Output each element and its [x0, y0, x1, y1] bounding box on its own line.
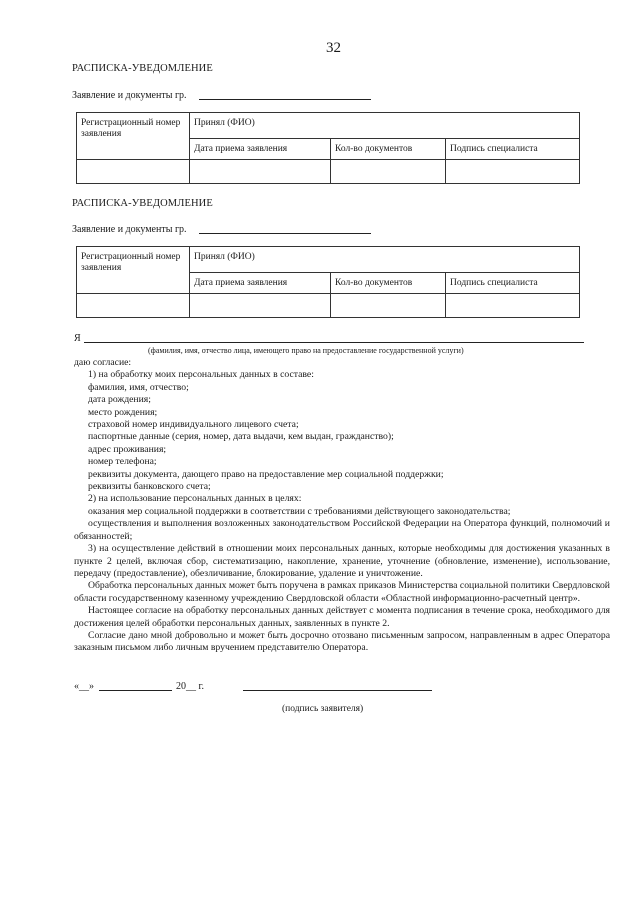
page-number: 32 [326, 40, 341, 56]
doc-count-cell[interactable] [331, 294, 446, 318]
reg-number-header: Регистрационный номер заявления [77, 247, 190, 294]
date-received-cell[interactable] [190, 160, 331, 184]
doc-count-header: Кол-во документов [331, 273, 446, 294]
consent-line: 1) на обработку моих персональных данных в составе: [88, 369, 314, 381]
consent-line: страховой номер индивидуального лицевого счета; [88, 419, 299, 431]
consent-line: Согласие дано мной добровольно и может быть досрочно отозвано письменным запросом, направленным в адрес Оператора заказным письмом либо личным вручением представителю Оператора. [74, 629, 610, 654]
ya-label: Я [74, 333, 81, 344]
date-received-cell[interactable] [190, 294, 331, 318]
applicant-name-line-2[interactable] [199, 233, 371, 234]
consent-line: паспортные данные (серия, номер, дата выдачи, кем выдан, гражданство); [88, 431, 394, 443]
consent-line: 2) на использование персональных данных в целях: [88, 493, 302, 505]
accepted-by-header: Принял (ФИО) [190, 247, 580, 273]
consent-line: дата рождения; [88, 394, 151, 406]
name-caption: (фамилия, имя, отчество лица, имеющего право на предоставление государственной услуги) [148, 346, 464, 355]
consent-line: фамилия, имя, отчество; [88, 381, 189, 393]
specialist-signature-header: Подпись специалиста [446, 273, 580, 294]
applicant-name-line-1[interactable] [199, 99, 371, 100]
applicant-signature-line[interactable] [243, 690, 432, 691]
date-day: «__» [74, 681, 94, 692]
consent-line: место рождения; [88, 406, 158, 418]
reg-number-cell[interactable] [77, 294, 190, 318]
specialist-signature-header: Подпись специалиста [446, 139, 580, 160]
signature-caption: (подпись заявителя) [282, 704, 364, 714]
date-received-header: Дата приема заявления [190, 139, 331, 160]
consent-line: номер телефона; [88, 456, 157, 468]
consent-line: адрес проживания; [88, 443, 167, 455]
consent-line: Обработка персональных данных может быть поручена в рамках приказов Министерства социальной политики Свердловской области государственному казенному учреждению Свердловской области «Областной информационно-расчетный центр». [74, 580, 610, 604]
date-year: 20__ г. [176, 681, 204, 692]
consent-line: даю согласие: [74, 357, 132, 368]
consent-text [74, 357, 610, 655]
consent-line: реквизиты документа, дающего право на предоставление мер социальной поддержки; [88, 468, 444, 480]
doc-count-header: Кол-во документов [331, 139, 446, 160]
applicant-line-label-2: Заявление и документы гр. [72, 224, 187, 235]
consent-line: 3) на осуществление действий в отношении моих персональных данных, которые необходимы для достижения указанных в пункте 2 целей, включая сбор, систематизацию, накопление, хранение, уточнение (обновление, изменение), использование, передачу (предоставление), обезличивание, блокирование, удаление и уничтожение. [74, 543, 610, 579]
receipt-heading-2: РАСПИСКА-УВЕДОМЛЕНИЕ [72, 198, 213, 209]
reg-number-header: Регистрационный номер заявления [77, 113, 190, 160]
consent-line: оказания мер социальной поддержки в соответствии с требованиями действующего законодательства; [88, 505, 511, 517]
specialist-signature-cell[interactable] [446, 160, 580, 184]
consent-line: осуществления и выполнения возложенных законодательством Российской Федерации на Оператора функций, полномочий и обязанностей; [74, 518, 610, 542]
accepted-by-header: Принял (ФИО) [190, 113, 580, 139]
consent-line: Настоящее согласие на обработку персональных данных действует с момента подписания в течение срока, необходимого для достижения целей обработки персональных данных, заявленных в пункте 2. [74, 605, 610, 629]
specialist-signature-cell[interactable] [446, 294, 580, 318]
reg-number-cell[interactable] [77, 160, 190, 184]
consent-name-line[interactable] [84, 342, 584, 343]
receipt-table-2 [76, 246, 580, 318]
consent-line: реквизиты банковского счета; [88, 481, 211, 493]
doc-count-cell[interactable] [331, 160, 446, 184]
applicant-line-label-1: Заявление и документы гр. [72, 90, 187, 101]
receipt-table-1 [76, 112, 580, 184]
receipt-heading-1: РАСПИСКА-УВЕДОМЛЕНИЕ [72, 63, 213, 74]
date-month-line[interactable] [99, 690, 172, 691]
date-received-header: Дата приема заявления [190, 273, 331, 294]
